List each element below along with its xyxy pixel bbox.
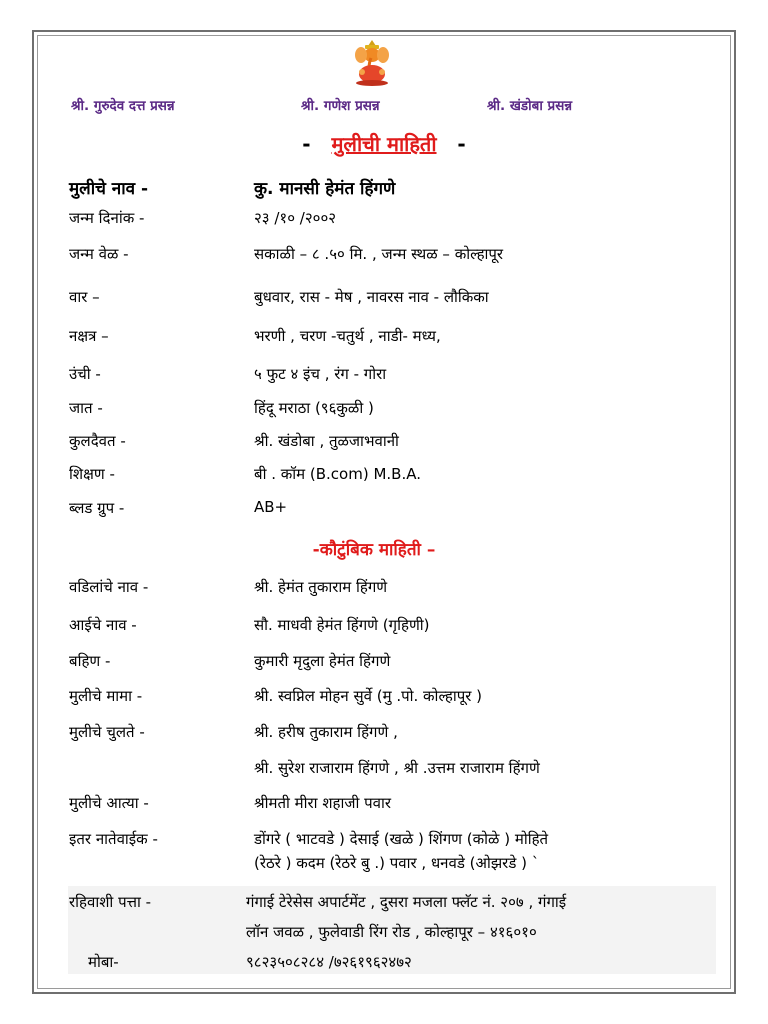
greeting-ganesh: श्री. गणेश प्रसन्न xyxy=(301,98,380,114)
info-value: श्री. खंडोबा , तुळजाभवानी xyxy=(254,432,399,450)
info-label: वार – xyxy=(69,288,100,306)
info-label: मुलीचे आत्या - xyxy=(69,794,149,812)
info-label: जन्म वेळ - xyxy=(69,245,129,263)
ganesha-icon xyxy=(350,38,394,86)
info-value: श्री. सुरेश राजाराम हिंगणे , श्री .उत्तम राजाराम हिंगणे xyxy=(254,759,540,777)
title-dash-left: - xyxy=(302,132,311,156)
info-value: कु. मानसी हेमंत हिंगणे xyxy=(254,179,396,199)
address-label: रहिवाशी पत्ता - xyxy=(69,893,152,911)
info-label: मुलीचे चुलते - xyxy=(69,723,145,741)
info-label: आईचे नाव - xyxy=(69,616,137,634)
document-frame xyxy=(32,30,736,994)
info-value: डोंगरे ( भाटवडे ) देसाई (खळे ) शिंगण (कोळे ) मोहिते xyxy=(254,830,549,848)
info-value: AB+ xyxy=(254,498,288,516)
info-label: जन्म दिनांक - xyxy=(69,209,145,227)
family-section-title: -कौटुंबिक माहिती – xyxy=(312,540,436,560)
info-value: श्री. हरीष तुकाराम हिंगणे , xyxy=(254,723,398,741)
info-label: बहिण - xyxy=(69,652,111,670)
info-label: मुलीचे मामा - xyxy=(69,687,143,705)
info-value: कुमारी मृदुला हेमंत हिंगणे xyxy=(254,652,391,670)
info-value: सकाळी – ८ .५० मि. , जन्म स्थळ – कोल्हापूर xyxy=(254,245,504,263)
info-value: बी . कॉम (B.com) M.B.A. xyxy=(254,465,421,483)
info-value: बुधवार, रास - मेष , नावरस नाव - लौकिका xyxy=(254,288,489,306)
greeting-khandoba: श्री. खंडोबा प्रसन्न xyxy=(487,98,573,114)
info-value: ५ फुट ४ इंच , रंग - गोरा xyxy=(254,365,387,383)
address-line-1: गंगाई टेरेसेस अपार्टमेंट , दुसरा मजला फ्लॅट नं. २०७ , गंगाई xyxy=(246,893,567,911)
info-label: उंची - xyxy=(69,365,101,383)
page-title xyxy=(0,130,768,157)
info-value: श्री. स्वप्निल मोहन सुर्वे (मु .पो. कोल्हापूर ) xyxy=(254,687,483,705)
info-label: जात - xyxy=(69,399,103,417)
info-label: इतर नातेवाईक - xyxy=(69,830,158,848)
info-label: कुलदैवत - xyxy=(69,432,126,450)
info-label: शिक्षण - xyxy=(69,465,115,483)
info-label: नक्षत्र – xyxy=(69,327,109,345)
mobile-label: मोबा- xyxy=(88,953,119,971)
info-value: हिंदू मराठा (९६कुळी ) xyxy=(254,399,374,417)
title-main: मुलीची माहिती xyxy=(331,132,437,156)
info-value: २३ /१० /२००२ xyxy=(254,209,337,227)
info-value: भरणी , चरण -चतुर्थ , नाडी- मध्य, xyxy=(254,327,441,345)
info-value: श्री. हेमंत तुकाराम हिंगणे xyxy=(254,578,388,596)
info-value: (रेठरे ) कदम (रेठरे बु .) पवार , धनवडे (ओझरडे ) ` xyxy=(254,854,540,872)
info-label: वडिलांचे नाव - xyxy=(69,578,149,596)
info-label: ब्लड ग्रुप - xyxy=(69,499,125,517)
mobile-number: ९८२३५०८२८४ /७२६१९६२४७२ xyxy=(246,953,412,971)
address-line-2: लॉन जवळ , फुलेवाडी रिंग रोड , कोल्हापूर – ४१६०१० xyxy=(246,923,537,941)
info-value: श्रीमती मीरा शहाजी पवार xyxy=(254,794,392,812)
title-dash-right: - xyxy=(457,132,466,156)
info-label: मुलीचे नाव - xyxy=(69,179,149,199)
info-value: सौ. माधवी हेमंत हिंगणे (गृहिणी) xyxy=(254,616,430,634)
greeting-guru-dutta: श्री. गुरुदेव दत्त प्रसन्न xyxy=(71,98,175,114)
